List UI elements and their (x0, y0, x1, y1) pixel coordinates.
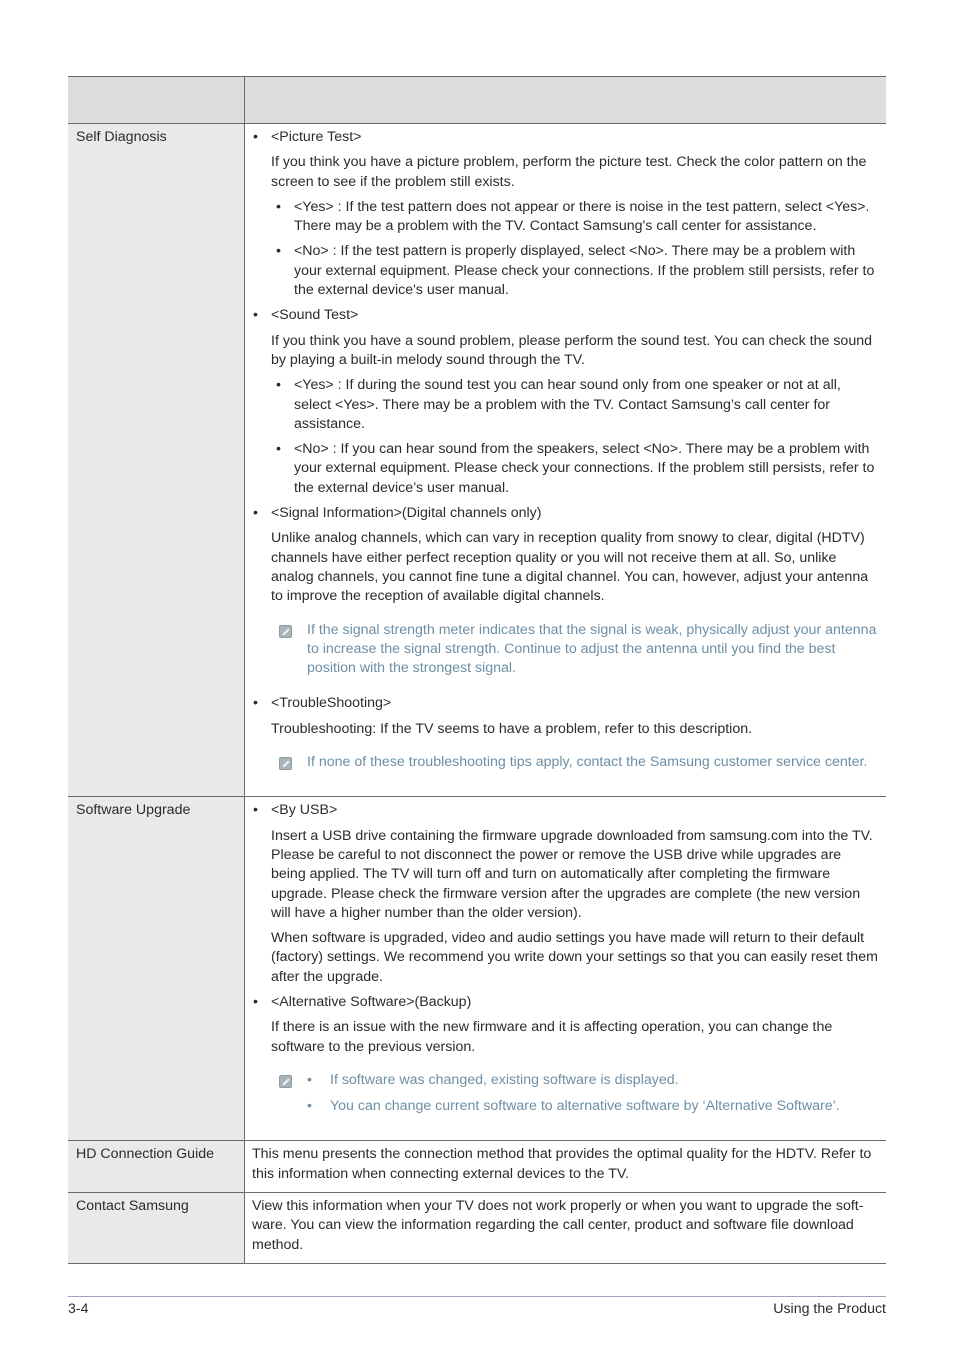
troubleshooting-title: • <TroubleShooting> (252, 694, 878, 713)
alt-software-note (252, 1071, 878, 1117)
note-icon (279, 1075, 292, 1088)
sound-test-yes: • <Yes> : If during the sound test you can hear sound only from one speaker or not at all, select <Yes>. There may be a problem with the TV. Contact Samsung’s call center for assistance. (252, 376, 878, 434)
table-header-row (68, 77, 886, 124)
note-list-item: • If software was changed, existing software is displayed. (307, 1071, 878, 1090)
row-label: Contact Samsung (68, 1193, 245, 1264)
section-title: Using the Product (773, 1301, 886, 1317)
sound-test-no: • <No> : If you can hear sound from the speakers, select <No>. There may be a problem with your external equipment. Please check your connections. If the problem still persists, refer to the external device’s user manual. (252, 440, 878, 498)
note-text: If none of these troubleshooting tips apply, contact the Samsung customer service center. (307, 754, 868, 771)
table-row-contact-samsung (68, 1193, 886, 1264)
row-label: HD Connection Guide (68, 1141, 245, 1193)
by-usb-desc: Insert a USB drive containing the firmware upgrade downloaded from samsung.com into the TV. Please be careful to not disconnect the power or remove the USB drive while upgrades are being applied. The TV will turn off and turn on automatically after completing the firmware upgrade. Please check the firmware version after the upgrades are complete (the new version will have a higher number than the older version). (271, 827, 873, 921)
note-text: If the signal strength meter indicates that the signal is weak, physically adjust your antenna to increase the signal strength. Continue to adjust the antenna until you find the best position with the strongest signal. (307, 621, 877, 677)
by-usb-desc-2: When software is upgraded, video and audio settings you have made will return to their default (factory) settings. We recommend you write down your settings so that you can easily reset them after the upgrade. (271, 930, 878, 985)
table-row-hd-connection-guide (68, 1141, 886, 1193)
row-label: Self Diagnosis (68, 124, 245, 797)
troubleshooting-note (252, 753, 878, 772)
menu-table (68, 76, 886, 1264)
sound-test-title: • <Sound Test> (252, 306, 878, 325)
note-icon (279, 625, 292, 638)
table-row-self-diagnosis (68, 124, 886, 797)
picture-test-no: • <No> : If the test pattern is properly displayed, select <No>. There may be a problem with your external equipment. Please check your connections. If the problem still persists, refer to the external device's user manual. (252, 242, 878, 300)
row-content (245, 1193, 887, 1264)
alt-software-desc: If there is an issue with the new firmware and it is affecting operation, you can change the software to the previous version. (271, 1019, 833, 1055)
contact-samsung-desc: View this information when your TV does not work properly or when you want to upgrade the soft-ware. You can view the information regarding the call center, product and software file download method. (252, 1198, 864, 1253)
picture-test-desc: If you think you have a picture problem, perform the picture test. Check the color pattern on the screen to see if the problem still exists. (271, 154, 867, 190)
footer-divider (68, 1296, 886, 1297)
header-cell-left (68, 77, 245, 124)
row-content (245, 797, 887, 1141)
by-usb-title: • <By USB> (252, 801, 878, 820)
row-content (245, 124, 887, 797)
sound-test-desc: If you think you have a sound problem, please perform the sound test. You can check the sound by playing a built-in melody sound through the TV. (271, 332, 872, 368)
picture-test-yes: • <Yes> : If the test pattern does not appear or there is noise in the test pattern, select <Yes>. There may be a problem with the TV. Contact Samsung's call center for assistance. (252, 198, 878, 237)
row-content (245, 1141, 887, 1193)
note-icon (279, 757, 292, 770)
signal-info-desc: Unlike analog channels, which can vary in reception quality from snowy to clear, digital (HDTV) channels have either perfect reception quality or you will not receive them at all. So, unlike analog channels, you cannot fine tune a digital channel. You can, however, adjust your antenna to improve the reception of available digital channels. (271, 530, 869, 605)
troubleshooting-desc: Troubleshooting: If the TV seems to have a problem, refer to this description. (271, 720, 753, 737)
header-cell-right (245, 77, 887, 124)
note-list-item: • You can change current software to alternative software by ‘Alternative Software’. (307, 1097, 878, 1116)
alt-software-title: • <Alternative Software>(Backup) (252, 993, 878, 1012)
table-row-software-upgrade (68, 797, 886, 1141)
picture-test-title: • <Picture Test> (252, 128, 878, 147)
page-number: 3-4 (68, 1301, 89, 1317)
signal-info-note (252, 621, 878, 679)
signal-info-title: • <Signal Information>(Digital channels only) (252, 504, 878, 523)
hd-connection-desc: This menu presents the connection method that provides the optimal quality for the HDTV. Refer to this information when connecting external devices to the TV. (252, 1146, 872, 1182)
row-label: Software Upgrade (68, 797, 245, 1141)
